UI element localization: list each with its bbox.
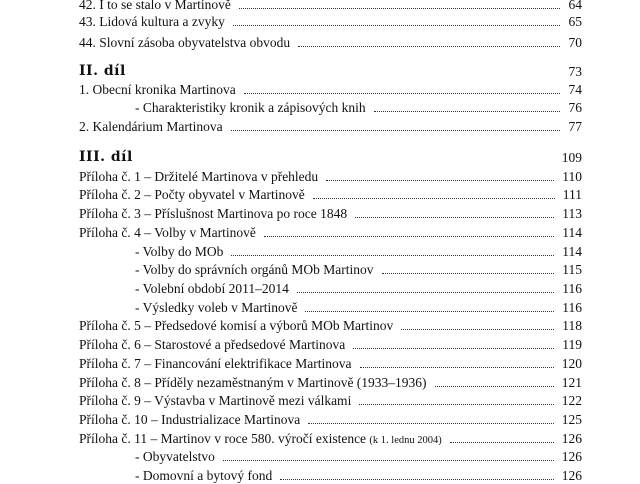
dot-leader [305, 311, 554, 312]
entry-text: III. díl [79, 149, 133, 165]
entry-text: Příloha č. 4 – Volby v Martinově [79, 225, 256, 240]
page-number: 77 [568, 119, 582, 134]
toc-entry [79, 261, 582, 278]
entry-text: Příloha č. 2 – Počty obyvatel v Martinově [79, 187, 305, 202]
page-number: 126 [561, 468, 582, 483]
entry-text: 42. I to se stalo v Martinově [79, 0, 231, 12]
page-number: 65 [568, 14, 582, 29]
page-number: 126 [561, 449, 582, 464]
entry-title [79, 34, 290, 51]
dot-leader [353, 348, 554, 349]
page-number: 116 [562, 281, 582, 296]
toc-entry [79, 205, 582, 222]
entry-title [135, 280, 289, 297]
entry-text: 44. Slovní zásoba obyvatelstva obvodu [79, 35, 291, 50]
page-number: 64 [568, 0, 582, 12]
toc-entry [79, 118, 582, 135]
dot-leader [401, 329, 554, 330]
dot-leader [359, 404, 554, 405]
entry-title [79, 374, 427, 391]
toc-entry [79, 374, 582, 391]
page-number: 115 [562, 262, 582, 277]
entry-text: Příloha č. 6 – Starostové a předsedové Martinova [79, 337, 346, 352]
entry-text: - Volby do MOb [135, 244, 224, 259]
toc-entry [79, 13, 582, 30]
page-number: 70 [568, 35, 582, 50]
entry-title [79, 118, 223, 135]
entry-title [79, 411, 300, 428]
entry-text: II. díl [79, 63, 126, 79]
page-number: 111 [562, 187, 582, 202]
entry-title [79, 13, 225, 30]
entry-text: - Domovní a bytový fond [135, 468, 273, 483]
entry-title [79, 81, 236, 98]
page-number: 73 [568, 64, 582, 79]
toc-entry [79, 0, 582, 13]
dot-leader [355, 217, 554, 218]
page-number: 118 [562, 318, 582, 333]
toc-entry [79, 355, 582, 372]
entry-title [79, 186, 305, 203]
toc-entry [79, 317, 582, 334]
entry-title [135, 261, 374, 278]
toc-entry [79, 411, 582, 428]
dot-leader [231, 130, 560, 131]
toc-section-heading [79, 63, 582, 80]
page-number: 121 [561, 375, 582, 390]
toc-entry [79, 224, 582, 241]
toc-entry [79, 186, 582, 203]
entry-text: Příloha č. 3 – Příslušnost Martinova po roce 1848 [79, 206, 348, 221]
section-title [79, 63, 126, 80]
toc-entry [79, 336, 582, 353]
entry-title [79, 392, 351, 409]
dot-leader [326, 180, 554, 181]
dot-leader [244, 93, 560, 94]
dot-leader [233, 25, 560, 26]
entry-title [135, 467, 272, 484]
dot-leader [298, 46, 560, 47]
dot-leader [313, 198, 555, 199]
entry-text: 43. Lidová kultura a zvyky [79, 14, 225, 29]
entry-title [135, 448, 215, 465]
page-number: 110 [562, 169, 582, 184]
dot-leader [223, 460, 554, 461]
dot-leader [308, 423, 554, 424]
dot-leader [231, 255, 554, 256]
toc-entry [79, 430, 582, 447]
entry-text: 1. Obecní kronika Martinova [79, 82, 236, 97]
entry-text: - Volby do správních orgánů MOb Martinov [135, 262, 374, 277]
toc-entry [79, 299, 582, 316]
entry-title [79, 336, 345, 353]
page-number: 125 [561, 412, 582, 427]
dot-leader [450, 442, 554, 443]
entry-text: - Obyvatelstvo [135, 449, 215, 464]
section-title [79, 149, 133, 166]
entry-text: - Charakteristiky kronik a zápisových knih [135, 100, 366, 115]
page-number: 120 [561, 356, 582, 371]
dot-leader [382, 273, 554, 274]
entry-title [79, 205, 347, 222]
toc-entry [79, 448, 582, 465]
entry-note: (k 1. lednu 2004) [369, 435, 442, 446]
page-number: 114 [562, 225, 582, 240]
entry-text: 2. Kalendárium Martinova [79, 119, 223, 134]
dot-leader [297, 292, 554, 293]
entry-title [79, 168, 318, 185]
entry-title [135, 243, 223, 260]
toc-entry [79, 81, 582, 98]
entry-title [79, 355, 352, 372]
entry-text: Příloha č. 7 – Financování elektrifikace Martinova [79, 356, 352, 371]
toc-entry [79, 243, 582, 260]
entry-text: Příloha č. 1 – Držitelé Martinova v přehledu [79, 169, 319, 184]
entry-text: Příloha č. 5 – Předsedové komisí a výborů MOb Martinov [79, 318, 394, 333]
entry-title [79, 317, 393, 334]
page-number: 116 [562, 300, 582, 315]
toc-section-heading [79, 149, 582, 166]
page-number: 109 [561, 150, 582, 165]
toc-entry [79, 99, 582, 116]
page-number: 114 [562, 244, 582, 259]
toc-entry [79, 168, 582, 185]
entry-text: Příloha č. 9 – Výstavba v Martinově mezi válkami [79, 393, 352, 408]
dot-leader [360, 367, 554, 368]
entry-text: Příloha č. 8 – Příděly nezaměstnaným v Martinově (1933–1936) [79, 375, 427, 390]
page-number: 126 [561, 431, 582, 446]
toc-entry [79, 34, 582, 51]
page-number: 76 [568, 100, 582, 115]
entry-text: Příloha č. 10 – Industrializace Martinova [79, 412, 301, 427]
entry-title [79, 224, 256, 241]
dot-leader [264, 236, 554, 237]
entry-title [79, 0, 231, 13]
page-number: 74 [568, 82, 582, 97]
entry-text: Příloha č. 11 – Martinov v roce 580. výročí existence [79, 431, 367, 446]
entry-text: - Výsledky voleb v Martinově [135, 300, 298, 315]
page-number: 119 [562, 337, 582, 352]
page-number: 122 [561, 393, 582, 408]
toc-entry [79, 280, 582, 297]
dot-leader [239, 8, 560, 9]
toc-entry [79, 467, 582, 484]
dot-leader [435, 386, 554, 387]
toc-entry [79, 392, 582, 409]
entry-text: - Volební období 2011–2014 [135, 281, 289, 296]
dot-leader [374, 111, 560, 112]
entry-title [79, 430, 442, 449]
entry-title [135, 99, 366, 116]
entry-title [135, 299, 297, 316]
page-number: 113 [562, 206, 582, 221]
